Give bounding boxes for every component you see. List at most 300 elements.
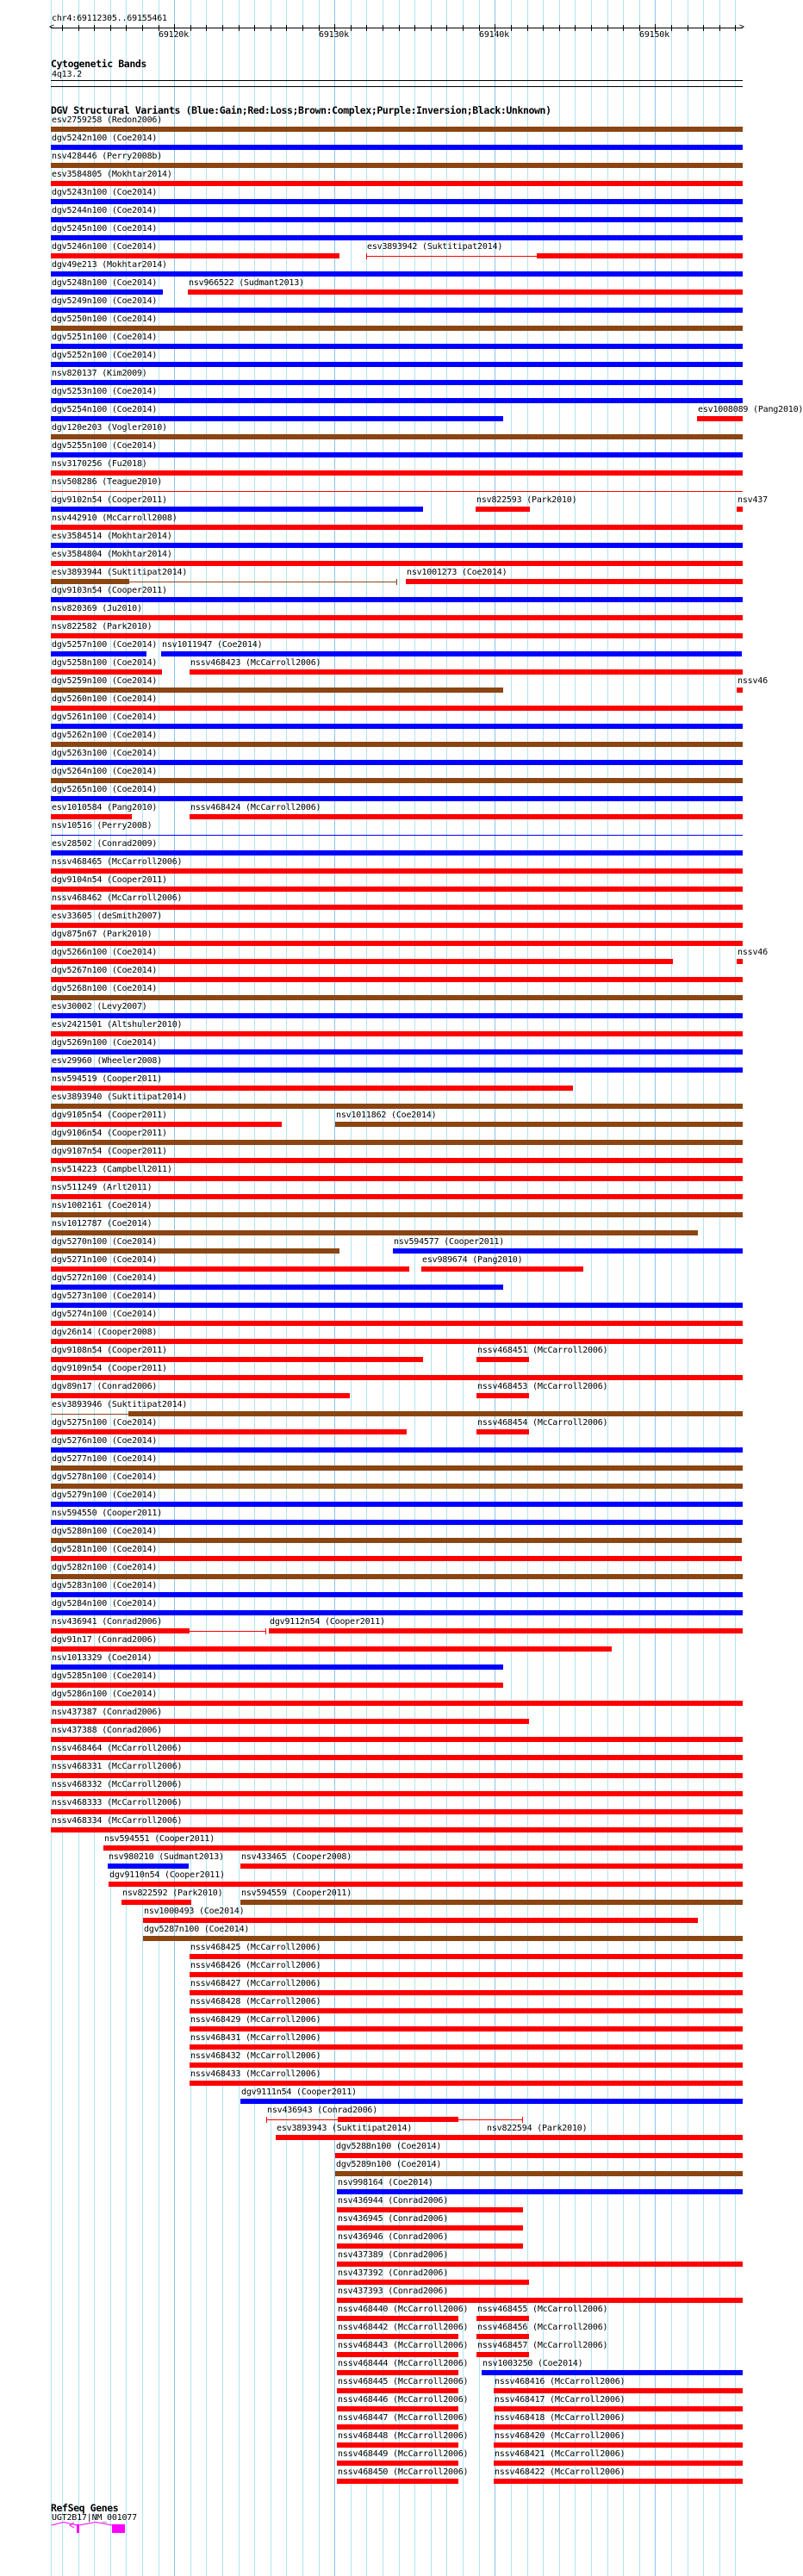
- sv-bar[interactable]: [276, 2135, 743, 2140]
- sv-feature-label[interactable]: nssv468427 (McCarroll2006): [190, 1979, 321, 1988]
- sv-bar[interactable]: [51, 199, 743, 204]
- sv-feature-label[interactable]: nsv3170256 (Fu2018): [52, 459, 147, 469]
- sv-bar[interactable]: [393, 1248, 743, 1254]
- sv-bar[interactable]: [51, 1357, 423, 1362]
- sv-feature-label[interactable]: nsv822592 (Park2010): [122, 1888, 223, 1898]
- sv-feature-label[interactable]: dgv5288n100 (Coe2014): [336, 2142, 442, 2151]
- sv-bar[interactable]: [476, 1429, 529, 1434]
- sv-bar[interactable]: [51, 326, 743, 331]
- sv-feature-label[interactable]: dgv5245n100 (Coe2014): [52, 224, 158, 233]
- sv-bar[interactable]: [337, 2352, 458, 2357]
- sv-feature-label[interactable]: nssv468457 (McCarroll2006): [477, 2341, 608, 2350]
- sv-bar[interactable]: [143, 1918, 698, 1923]
- sv-bar[interactable]: [51, 1339, 743, 1344]
- sv-bar[interactable]: [51, 597, 743, 602]
- sv-feature-label[interactable]: nsv822593 (Park2010): [476, 495, 577, 505]
- sv-bar[interactable]: [51, 1122, 282, 1127]
- sv-feature-label[interactable]: dgv26n14 (Cooper2008): [52, 1328, 158, 1337]
- sv-feature-label[interactable]: esv29960 (Wheeler2008): [52, 1056, 163, 1066]
- sv-feature-label[interactable]: esv33605 (deSmith2007): [52, 912, 163, 921]
- sv-feature-label[interactable]: nssv468425 (McCarroll2006): [190, 1943, 321, 1952]
- sv-feature-label[interactable]: nssv468462 (McCarroll2006): [52, 893, 183, 903]
- sv-feature-label[interactable]: nssv468423 (McCarroll2006): [190, 658, 321, 668]
- sv-bar[interactable]: [188, 289, 743, 295]
- sv-bar[interactable]: [337, 2442, 458, 2448]
- sv-feature-label[interactable]: nsv508286 (Teague2010): [52, 477, 163, 487]
- sv-bar[interactable]: [337, 2298, 743, 2303]
- sv-feature-label[interactable]: nsv1000493 (Coe2014): [144, 1907, 245, 1916]
- sv-feature-label[interactable]: dgv5267n100 (Coe2014): [52, 966, 158, 975]
- sv-feature-label[interactable]: esv3584804 (Mokhtar2014): [52, 550, 172, 559]
- sv-bar[interactable]: [143, 1936, 743, 1941]
- sv-bar[interactable]: [51, 1393, 350, 1398]
- sv-bar[interactable]: [494, 2479, 743, 2484]
- sv-feature-label[interactable]: nsv436943 (Conrad2006): [267, 2106, 378, 2115]
- sv-bar[interactable]: [51, 1321, 743, 1326]
- sv-bar[interactable]: [51, 543, 743, 548]
- sv-bar[interactable]: [51, 1248, 339, 1254]
- sv-bar[interactable]: [51, 1827, 743, 1832]
- sv-feature-label[interactable]: nssv468421 (McCarroll2006): [495, 2449, 626, 2459]
- sv-bar[interactable]: [240, 1864, 743, 1869]
- sv-bar[interactable]: [51, 1755, 743, 1760]
- sv-feature-label[interactable]: nsv436944 (Conrad2006): [338, 2196, 449, 2206]
- sv-bar[interactable]: [51, 1773, 743, 1778]
- sv-feature-label[interactable]: dgv9111n54 (Cooper2011): [241, 2088, 357, 2097]
- sv-feature-label[interactable]: nsv1001273 (Coe2014): [407, 568, 507, 577]
- sv-bar[interactable]: [51, 398, 743, 403]
- sv-bar[interactable]: [161, 651, 742, 656]
- sv-bar[interactable]: [338, 2117, 458, 2122]
- sv-bar[interactable]: [337, 2207, 523, 2212]
- sv-feature-label[interactable]: nssv468449 (McCarroll2006): [338, 2449, 469, 2459]
- sv-feature-label[interactable]: dgv5265n100 (Coe2014): [52, 785, 158, 794]
- sv-feature-label[interactable]: dgv9107n54 (Cooper2011): [52, 1147, 167, 1156]
- sv-bar[interactable]: [51, 941, 743, 946]
- sv-feature-label[interactable]: dgv5253n100 (Coe2014): [52, 387, 158, 396]
- sv-feature-label[interactable]: dgv91n17 (Conrad2006): [52, 1635, 158, 1645]
- sv-feature-label[interactable]: nssv468456 (McCarroll2006): [477, 2323, 608, 2332]
- sv-bar[interactable]: [51, 1701, 743, 1706]
- sv-feature-label[interactable]: nssv468432 (McCarroll2006): [190, 2051, 321, 2061]
- sv-bar[interactable]: [51, 905, 743, 910]
- sv-feature-label[interactable]: nssv468418 (McCarroll2006): [495, 2413, 626, 2423]
- sv-feature-label[interactable]: nssv468333 (McCarroll2006): [52, 1798, 183, 1808]
- sv-feature-label[interactable]: dgv5255n100 (Coe2014): [52, 441, 158, 451]
- sv-feature-label[interactable]: nsv428446 (Perry2008b): [52, 152, 163, 161]
- sv-feature-label[interactable]: nsv437388 (Conrad2006): [52, 1726, 163, 1735]
- sv-bar[interactable]: [494, 2461, 743, 2466]
- sv-bar[interactable]: [51, 615, 743, 620]
- sv-bar[interactable]: [737, 507, 743, 512]
- sv-bar[interactable]: [190, 2008, 743, 2013]
- sv-feature-label[interactable]: dgv5252n100 (Coe2014): [52, 351, 158, 360]
- sv-feature-label[interactable]: nsv436946 (Conrad2006): [338, 2232, 449, 2242]
- sv-feature-label[interactable]: nssv468455 (McCarroll2006): [477, 2305, 608, 2314]
- sv-bar[interactable]: [51, 362, 743, 367]
- sv-feature-label[interactable]: dgv5286n100 (Coe2014): [52, 1689, 158, 1699]
- sv-bar[interactable]: [121, 1900, 191, 1905]
- sv-bar[interactable]: [337, 2334, 458, 2339]
- sv-bar[interactable]: [51, 1484, 743, 1489]
- sv-feature-label[interactable]: nssv468451 (McCarroll2006): [477, 1346, 608, 1355]
- sv-bar[interactable]: [51, 1610, 743, 1615]
- sv-bar[interactable]: [337, 2406, 458, 2411]
- sv-feature-label[interactable]: nsv594550 (Cooper2011): [52, 1509, 163, 1518]
- sv-feature-label[interactable]: dgv9103n54 (Cooper2011): [52, 586, 167, 595]
- sv-bar[interactable]: [51, 1375, 743, 1380]
- sv-feature-label[interactable]: esv3893943 (Suktitipat2014): [277, 2124, 413, 2133]
- sv-bar[interactable]: [190, 669, 743, 675]
- sv-feature-label[interactable]: dgv5271n100 (Coe2014): [52, 1255, 158, 1265]
- sv-bar[interactable]: [51, 561, 743, 566]
- sv-feature-label[interactable]: dgv5282n100 (Coe2014): [52, 1563, 158, 1572]
- sv-bar[interactable]: [51, 235, 743, 240]
- sv-feature-label[interactable]: dgv5251n100 (Coe2014): [52, 333, 158, 342]
- sv-bar[interactable]: [697, 416, 743, 421]
- sv-bar[interactable]: [51, 1502, 743, 1507]
- sv-feature-label[interactable]: nssv468448 (McCarroll2006): [338, 2431, 469, 2441]
- sv-bar[interactable]: [51, 344, 743, 349]
- sv-feature-label[interactable]: nsv822594 (Park2010): [487, 2124, 588, 2133]
- sv-bar[interactable]: [51, 1520, 743, 1525]
- sv-bar[interactable]: [190, 1972, 743, 1977]
- sv-feature-label[interactable]: nsv437392 (Conrad2006): [338, 2268, 449, 2278]
- sv-feature-label[interactable]: esv3893940 (Suktitipat2014): [52, 1092, 188, 1102]
- sv-bar[interactable]: [51, 760, 743, 765]
- sv-bar[interactable]: [190, 814, 743, 819]
- sv-feature-label[interactable]: nssv468424 (McCarroll2006): [190, 803, 321, 812]
- sv-feature-label[interactable]: dgv5268n100 (Coe2014): [52, 984, 158, 993]
- sv-bar[interactable]: [51, 1031, 743, 1036]
- sv-bar[interactable]: [51, 1049, 743, 1055]
- sv-bar[interactable]: [51, 507, 423, 512]
- sv-feature-label[interactable]: dgv5262n100 (Coe2014): [52, 731, 158, 740]
- sv-feature-label[interactable]: nsv10516 (Perry2008): [52, 821, 153, 831]
- sv-feature-label[interactable]: nssv468447 (McCarroll2006): [338, 2413, 469, 2423]
- sv-feature-label[interactable]: nssv468429 (McCarroll2006): [190, 2015, 321, 2025]
- sv-feature-label[interactable]: nsv1013329 (Coe2014): [52, 1653, 153, 1663]
- sv-feature-label[interactable]: nssv468453 (McCarroll2006): [477, 1382, 608, 1391]
- sv-bar[interactable]: [335, 1122, 743, 1127]
- sv-feature-label[interactable]: dgv5276n100 (Coe2014): [52, 1436, 158, 1446]
- sv-bar[interactable]: [51, 706, 743, 711]
- sv-bar[interactable]: [476, 1357, 529, 1362]
- sv-feature-label[interactable]: esv1008089 (Pang2010): [698, 405, 803, 414]
- sv-bar[interactable]: [51, 1628, 190, 1633]
- sv-bar[interactable]: [190, 1990, 743, 1995]
- sv-bar[interactable]: [51, 289, 163, 295]
- sv-feature-label[interactable]: dgv9109n54 (Cooper2011): [52, 1364, 167, 1373]
- sv-feature-label[interactable]: dgv5279n100 (Coe2014): [52, 1490, 158, 1500]
- sv-bar[interactable]: [51, 1429, 407, 1434]
- sv-feature-label[interactable]: esv2421501 (Altshuler2010): [52, 1020, 183, 1030]
- sv-bar[interactable]: [51, 1285, 503, 1290]
- sv-feature-label[interactable]: dgv5289n100 (Coe2014): [336, 2160, 442, 2169]
- sv-bar[interactable]: [494, 2388, 743, 2393]
- sv-bar[interactable]: [190, 1954, 743, 1959]
- sv-feature-label[interactable]: nssv468444 (McCarroll2006): [338, 2359, 469, 2368]
- sv-bar[interactable]: [737, 688, 743, 693]
- sv-feature-label[interactable]: dgv5259n100 (Coe2014): [52, 676, 158, 686]
- sv-feature-label[interactable]: nsv1012787 (Coe2014): [52, 1219, 153, 1229]
- sv-bar[interactable]: [108, 1864, 189, 1869]
- sv-feature-label[interactable]: nssv468442 (McCarroll2006): [338, 2323, 469, 2332]
- sv-bar[interactable]: [51, 434, 743, 439]
- sv-bar[interactable]: [337, 2189, 743, 2194]
- sv-feature-label[interactable]: dgv5273n100 (Coe2014): [52, 1291, 158, 1301]
- sv-feature-label[interactable]: nsv594551 (Cooper2011): [104, 1834, 215, 1844]
- sv-feature-label[interactable]: nsv820369 (Ju2010): [52, 604, 142, 613]
- sv-bar[interactable]: [51, 1194, 743, 1199]
- sv-bar[interactable]: [51, 271, 743, 277]
- sv-feature-label[interactable]: nssv468454 (McCarroll2006): [477, 1418, 608, 1428]
- sv-feature-label[interactable]: dgv5257n100 (Coe2014): [52, 640, 158, 650]
- sv-feature-label[interactable]: nsv594519 (Cooper2011): [52, 1074, 163, 1084]
- sv-feature-label[interactable]: nssv468446 (McCarroll2006): [338, 2395, 469, 2405]
- sv-feature-label[interactable]: nssv468440 (McCarroll2006): [338, 2305, 469, 2314]
- sv-feature-label[interactable]: nsv966522 (Sudmant2013): [189, 278, 304, 288]
- sv-feature-label[interactable]: dgv5254n100 (Coe2014): [52, 405, 158, 414]
- sv-bar[interactable]: [51, 1303, 743, 1308]
- sv-feature-label[interactable]: nssv468332 (McCarroll2006): [52, 1780, 183, 1789]
- sv-feature-label[interactable]: dgv5266n100 (Coe2014): [52, 948, 158, 957]
- sv-bar[interactable]: [476, 2352, 529, 2357]
- sv-bar[interactable]: [51, 923, 743, 928]
- sv-feature-label[interactable]: esv3584805 (Mokhtar2014): [52, 170, 172, 179]
- sv-feature-label[interactable]: nsv822582 (Park2010): [52, 622, 153, 632]
- sv-feature-label[interactable]: dgv5244n100 (Coe2014): [52, 206, 158, 215]
- sv-bar[interactable]: [494, 2406, 743, 2411]
- sv-bar[interactable]: [109, 1882, 743, 1887]
- sv-bar[interactable]: [103, 1845, 743, 1851]
- sv-feature-label[interactable]: dgv9110n54 (Cooper2011): [109, 1870, 225, 1880]
- sv-feature-label[interactable]: dgv5258n100 (Coe2014): [52, 658, 158, 668]
- sv-bar[interactable]: [337, 2225, 523, 2231]
- sv-bar[interactable]: [406, 579, 743, 584]
- sv-feature-label[interactable]: dgv5248n100 (Coe2014): [52, 278, 158, 288]
- sv-feature-label[interactable]: dgv120e203 (Vogler2010): [52, 423, 167, 432]
- sv-bar[interactable]: [51, 977, 743, 982]
- sv-feature-label[interactable]: nssv468426 (McCarroll2006): [190, 1961, 321, 1970]
- sv-bar[interactable]: [51, 380, 743, 385]
- sv-feature-label[interactable]: esv3893946 (Suktitipat2014): [52, 1400, 188, 1409]
- sv-bar[interactable]: [240, 1900, 743, 1905]
- sv-bar[interactable]: [337, 2280, 529, 2285]
- sv-feature-label[interactable]: nssv468422 (McCarroll2006): [495, 2467, 626, 2477]
- sv-bar[interactable]: [335, 2171, 743, 2176]
- sv-feature-label[interactable]: esv3893942 (Suktitipat2014): [367, 242, 503, 252]
- sv-feature-label[interactable]: dgv5246n100 (Coe2014): [52, 242, 158, 252]
- sv-bar[interactable]: [476, 507, 530, 512]
- sv-bar[interactable]: [51, 814, 132, 819]
- sv-bar[interactable]: [494, 2442, 743, 2448]
- sv-feature-label[interactable]: nsv1002161 (Coe2014): [52, 1201, 153, 1210]
- sv-feature-label[interactable]: dgv5249n100 (Coe2014): [52, 296, 158, 306]
- gene-label[interactable]: UGT2B17|NM_001077: [52, 2513, 137, 2523]
- sv-bar[interactable]: [51, 1737, 743, 1742]
- sv-feature-label[interactable]: esv3584514 (Mokhtar2014): [52, 532, 172, 541]
- sv-bar[interactable]: [51, 217, 743, 222]
- sv-bar[interactable]: [51, 253, 339, 258]
- sv-bar[interactable]: [421, 1266, 583, 1272]
- sv-bar[interactable]: [128, 1411, 743, 1416]
- sv-feature-label[interactable]: nssv468443 (McCarroll2006): [338, 2341, 469, 2350]
- sv-feature-label[interactable]: dgv9106n54 (Cooper2011): [52, 1129, 167, 1138]
- sv-bar[interactable]: [51, 452, 743, 457]
- sv-bar[interactable]: [337, 2243, 523, 2249]
- sv-feature-label[interactable]: dgv5264n100 (Coe2014): [52, 767, 158, 776]
- sv-feature-label[interactable]: nssv46: [738, 676, 768, 686]
- sv-feature-label[interactable]: esv30002 (Levy2007): [52, 1002, 147, 1011]
- sv-bar[interactable]: [51, 1809, 743, 1814]
- sv-feature-label[interactable]: esv1010584 (Pang2010): [52, 803, 158, 812]
- sv-feature-label[interactable]: nsv437393 (Conrad2006): [338, 2287, 449, 2296]
- sv-feature-label[interactable]: nsv594559 (Cooper2011): [241, 1888, 352, 1898]
- sv-feature-label[interactable]: nssv468331 (McCarroll2006): [52, 1762, 183, 1771]
- sv-bar[interactable]: [51, 1592, 743, 1597]
- sv-bar[interactable]: [51, 416, 503, 421]
- sv-feature-label[interactable]: nssv468445 (McCarroll2006): [338, 2377, 469, 2386]
- sv-bar[interactable]: [51, 1556, 742, 1561]
- sv-feature-label[interactable]: nssv468428 (McCarroll2006): [190, 1997, 321, 2007]
- sv-bar[interactable]: [51, 1538, 742, 1543]
- sv-bar[interactable]: [51, 1646, 612, 1652]
- sv-bar[interactable]: [51, 850, 743, 856]
- sv-feature-label[interactable]: dgv5243n100 (Coe2014): [52, 188, 158, 197]
- sv-feature-label[interactable]: nsv437389 (Conrad2006): [338, 2250, 449, 2260]
- sv-bar[interactable]: [51, 778, 743, 783]
- sv-bar[interactable]: [51, 1212, 743, 1217]
- sv-feature-label[interactable]: dgv5269n100 (Coe2014): [52, 1038, 158, 1048]
- sv-bar[interactable]: [190, 2063, 743, 2068]
- sv-bar[interactable]: [337, 2479, 458, 2484]
- sv-feature-label[interactable]: nsv514223 (Campbell2011): [52, 1165, 172, 1174]
- sv-feature-label[interactable]: nssv468420 (McCarroll2006): [495, 2431, 626, 2441]
- sv-feature-label[interactable]: dgv9104n54 (Cooper2011): [52, 875, 167, 885]
- sv-bar[interactable]: [269, 1628, 743, 1633]
- sv-bar[interactable]: [190, 2026, 743, 2032]
- sv-bar[interactable]: [51, 1465, 743, 1471]
- sv-feature-label[interactable]: dgv5274n100 (Coe2014): [52, 1310, 158, 1319]
- sv-bar[interactable]: [51, 163, 743, 168]
- sv-feature-label[interactable]: dgv5277n100 (Coe2014): [52, 1454, 158, 1464]
- sv-feature-label[interactable]: dgv5242n100 (Coe2014): [52, 134, 158, 143]
- sv-bar[interactable]: [51, 1574, 743, 1579]
- sv-bar[interactable]: [51, 887, 743, 892]
- sv-feature-label[interactable]: dgv5263n100 (Coe2014): [52, 749, 158, 758]
- ruler-right-arrow-icon[interactable]: >: [739, 22, 744, 32]
- sv-bar[interactable]: [51, 959, 673, 964]
- sv-bar[interactable]: [476, 2334, 529, 2339]
- sv-feature-label[interactable]: nsv436945 (Conrad2006): [338, 2214, 449, 2224]
- sv-bar[interactable]: [337, 2388, 458, 2393]
- sv-feature-label[interactable]: dgv5281n100 (Coe2014): [52, 1545, 158, 1554]
- sv-feature-label[interactable]: nssv468417 (McCarroll2006): [495, 2395, 626, 2405]
- sv-bar[interactable]: [51, 1719, 529, 1724]
- sv-feature-label[interactable]: nsv442910 (McCarroll2008): [52, 513, 177, 523]
- sv-bar[interactable]: [51, 1447, 743, 1453]
- sv-bar[interactable]: [51, 995, 743, 1000]
- sv-bar[interactable]: [494, 2424, 743, 2430]
- sv-feature-label[interactable]: dgv89n17 (Conrad2006): [52, 1382, 158, 1391]
- sv-bar[interactable]: [537, 253, 743, 258]
- sv-bar[interactable]: [51, 1266, 409, 1272]
- sv-feature-label[interactable]: dgv875n67 (Park2010): [52, 930, 153, 939]
- sv-bar[interactable]: [51, 796, 743, 801]
- sv-bar[interactable]: [51, 579, 129, 584]
- sv-feature-label[interactable]: nsv1011947 (Coe2014): [162, 640, 263, 650]
- sv-bar[interactable]: [51, 669, 162, 675]
- sv-feature-label[interactable]: esv28502 (Conrad2009): [52, 839, 158, 849]
- sv-feature-label[interactable]: dgv5275n100 (Coe2014): [52, 1418, 158, 1428]
- sv-bar[interactable]: [51, 1158, 743, 1163]
- sv-bar[interactable]: [51, 1104, 743, 1109]
- sv-bar[interactable]: [51, 1664, 503, 1670]
- sv-bar[interactable]: [337, 2461, 458, 2466]
- sv-bar[interactable]: [51, 470, 743, 476]
- sv-feature-label[interactable]: esv2759258 (Redon2006): [52, 115, 163, 125]
- sv-bar[interactable]: [51, 742, 743, 747]
- sv-feature-label[interactable]: nsv437387 (Conrad2006): [52, 1708, 163, 1717]
- sv-feature-label[interactable]: esv3893944 (Suktitipat2014): [52, 568, 188, 577]
- sv-bar[interactable]: [737, 959, 743, 964]
- sv-bar[interactable]: [51, 145, 743, 150]
- sv-feature-label[interactable]: dgv49e213 (Mokhtar2014): [52, 260, 167, 270]
- sv-feature-label[interactable]: dgv5261n100 (Coe2014): [52, 712, 158, 722]
- sv-feature-label[interactable]: nsv980210 (Sudmant2013): [109, 1852, 224, 1862]
- sv-bar[interactable]: [337, 2262, 743, 2267]
- sv-feature-label[interactable]: nsv436941 (Conrad2006): [52, 1617, 163, 1627]
- sv-feature-label[interactable]: dgv5250n100 (Coe2014): [52, 314, 158, 324]
- sv-feature-label[interactable]: nssv468450 (McCarroll2006): [338, 2467, 469, 2477]
- sv-feature-label[interactable]: nsv511249 (Arlt2011): [52, 1183, 153, 1192]
- sv-feature-label[interactable]: nssv468464 (McCarroll2006): [52, 1744, 183, 1753]
- sv-bar[interactable]: [335, 2153, 743, 2158]
- sv-feature-label[interactable]: dgv5272n100 (Coe2014): [52, 1273, 158, 1283]
- sv-feature-label[interactable]: dgv5278n100 (Coe2014): [52, 1472, 158, 1482]
- sv-bar[interactable]: [51, 868, 743, 874]
- sv-bar[interactable]: [190, 2044, 743, 2050]
- sv-feature-label[interactable]: dgv5285n100 (Coe2014): [52, 1671, 158, 1681]
- sv-bar[interactable]: [51, 1230, 698, 1235]
- sv-bar[interactable]: [51, 1067, 743, 1073]
- sv-bar[interactable]: [51, 651, 146, 656]
- sv-feature-label[interactable]: dgv5260n100 (Coe2014): [52, 694, 158, 704]
- sv-bar[interactable]: [51, 1140, 743, 1145]
- sv-feature-label[interactable]: esv989674 (Pang2010): [422, 1255, 523, 1265]
- sv-feature-label[interactable]: dgv5280n100 (Coe2014): [52, 1527, 158, 1536]
- sv-bar[interactable]: [240, 2099, 743, 2104]
- sv-feature-label[interactable]: nssv468431 (McCarroll2006): [190, 2033, 321, 2043]
- sv-feature-label[interactable]: dgv5284n100 (Coe2014): [52, 1599, 158, 1608]
- sv-feature-label[interactable]: nsv433465 (Cooper2008): [241, 1852, 352, 1862]
- sv-bar[interactable]: [476, 2316, 529, 2321]
- sv-bar[interactable]: [51, 1683, 503, 1688]
- sv-bar[interactable]: [482, 2370, 743, 2375]
- sv-bar[interactable]: [51, 633, 743, 638]
- sv-feature-label[interactable]: nsv594577 (Cooper2011): [394, 1237, 505, 1247]
- sv-bar[interactable]: [51, 1791, 743, 1796]
- sv-feature-label[interactable]: nssv468433 (McCarroll2006): [190, 2069, 321, 2079]
- sv-feature-label[interactable]: nssv468465 (McCarroll2006): [52, 857, 183, 867]
- sv-feature-label[interactable]: nsv1011862 (Coe2014): [336, 1111, 437, 1120]
- sv-feature-label[interactable]: dgv5287n100 (Coe2014): [144, 1925, 250, 1934]
- sv-bar[interactable]: [51, 688, 503, 693]
- sv-bar[interactable]: [190, 2081, 743, 2086]
- sv-bar[interactable]: [51, 1086, 573, 1091]
- sv-bar[interactable]: [51, 1013, 743, 1018]
